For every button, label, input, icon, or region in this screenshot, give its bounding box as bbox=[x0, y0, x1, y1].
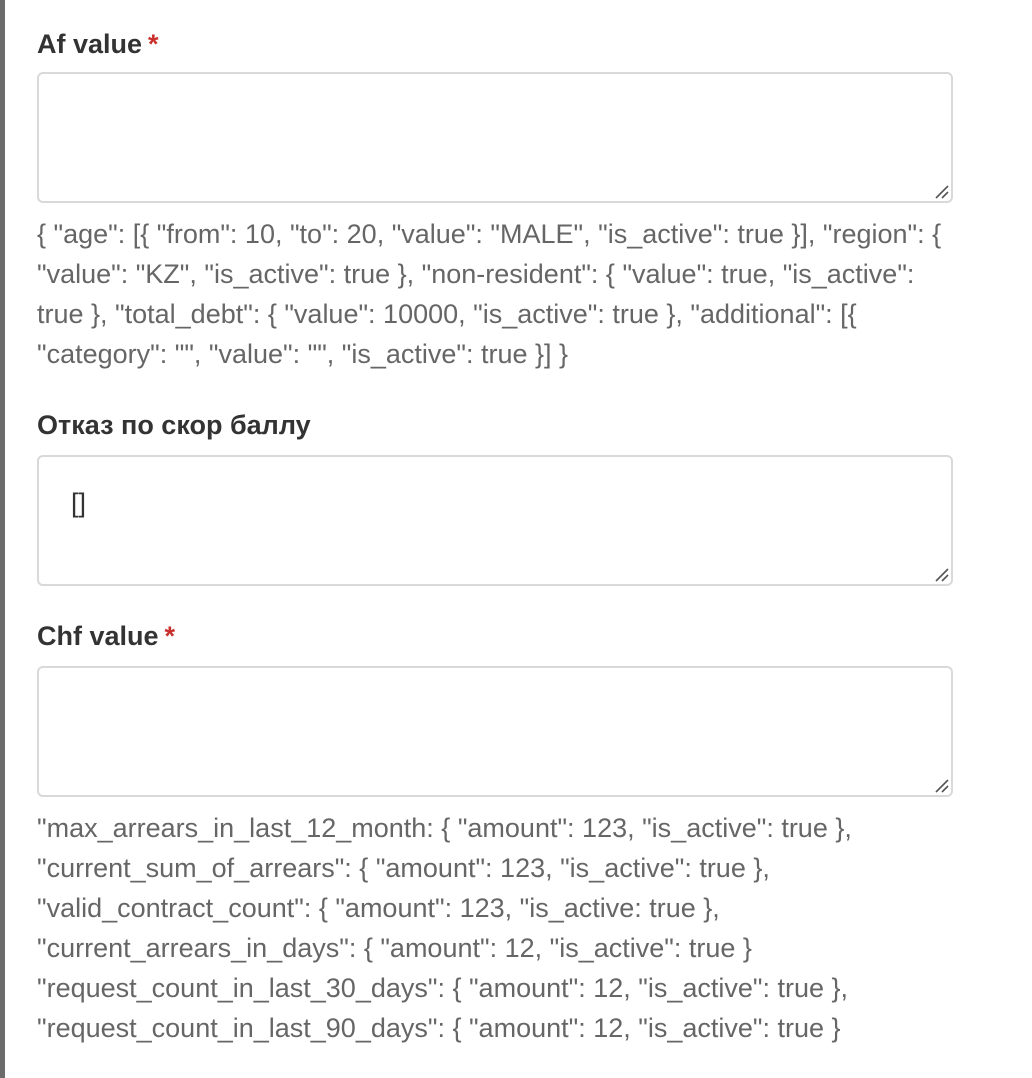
af-value-required-mark: * bbox=[148, 29, 159, 59]
chf-value-required-mark: * bbox=[164, 621, 176, 651]
chf-help-line: "request_count_in_last_90_days": { "amount": 12, "is_active": true } bbox=[37, 1013, 841, 1043]
chf-value-label bbox=[37, 620, 175, 652]
chf-value-label-text: Chf value bbox=[37, 621, 159, 651]
chf-help-line: "max_arrears_in_last_12_month: { "amount": 123, "is_active": true }, bbox=[37, 813, 852, 843]
resize-grip-icon[interactable] bbox=[933, 566, 949, 582]
score-refusal-group bbox=[37, 409, 311, 441]
af-value-help-text: { "age": [{ "from": 10, "to": 20, "value": "MALE", "is_active": true }], "region": { "value": "KZ", "is_active": true }, "non-resident": { "value": true, "is_active": true }, "total_debt": { "value": 10000, "is_active": true }, "additional": [{ "category": "", "value": "", "is_active": true }] } bbox=[37, 219, 942, 369]
chf-help-line: "request_count_in_last_30_days": { "amount": 12, "is_active": true }, bbox=[37, 973, 849, 1003]
resize-grip-icon[interactable] bbox=[933, 183, 949, 199]
af-value-group bbox=[37, 28, 159, 60]
score-refusal-textarea[interactable] bbox=[37, 455, 953, 586]
resize-grip-icon[interactable] bbox=[933, 777, 949, 793]
chf-value-textarea[interactable] bbox=[37, 666, 953, 797]
score-refusal-content: [] bbox=[71, 488, 87, 518]
page-left-border bbox=[0, 0, 5, 1078]
chf-help-line: "current_sum_of_arrears": { "amount": 123, "is_active": true }, bbox=[37, 853, 770, 883]
chf-help-line: "current_arrears_in_days": { "amount": 12, "is_active": true } bbox=[37, 933, 752, 963]
af-value-label-text: Af value bbox=[37, 29, 143, 59]
chf-help-line: "valid_contract_count": { "amount": 123, "is_active: true }, bbox=[37, 893, 720, 923]
chf-value-group bbox=[37, 620, 175, 652]
score-refusal-label: Отказ по скор баллу bbox=[37, 410, 311, 440]
af-value-label bbox=[37, 28, 159, 60]
af-value-textarea[interactable] bbox=[37, 72, 953, 203]
chf-value-help-text bbox=[37, 808, 957, 1048]
